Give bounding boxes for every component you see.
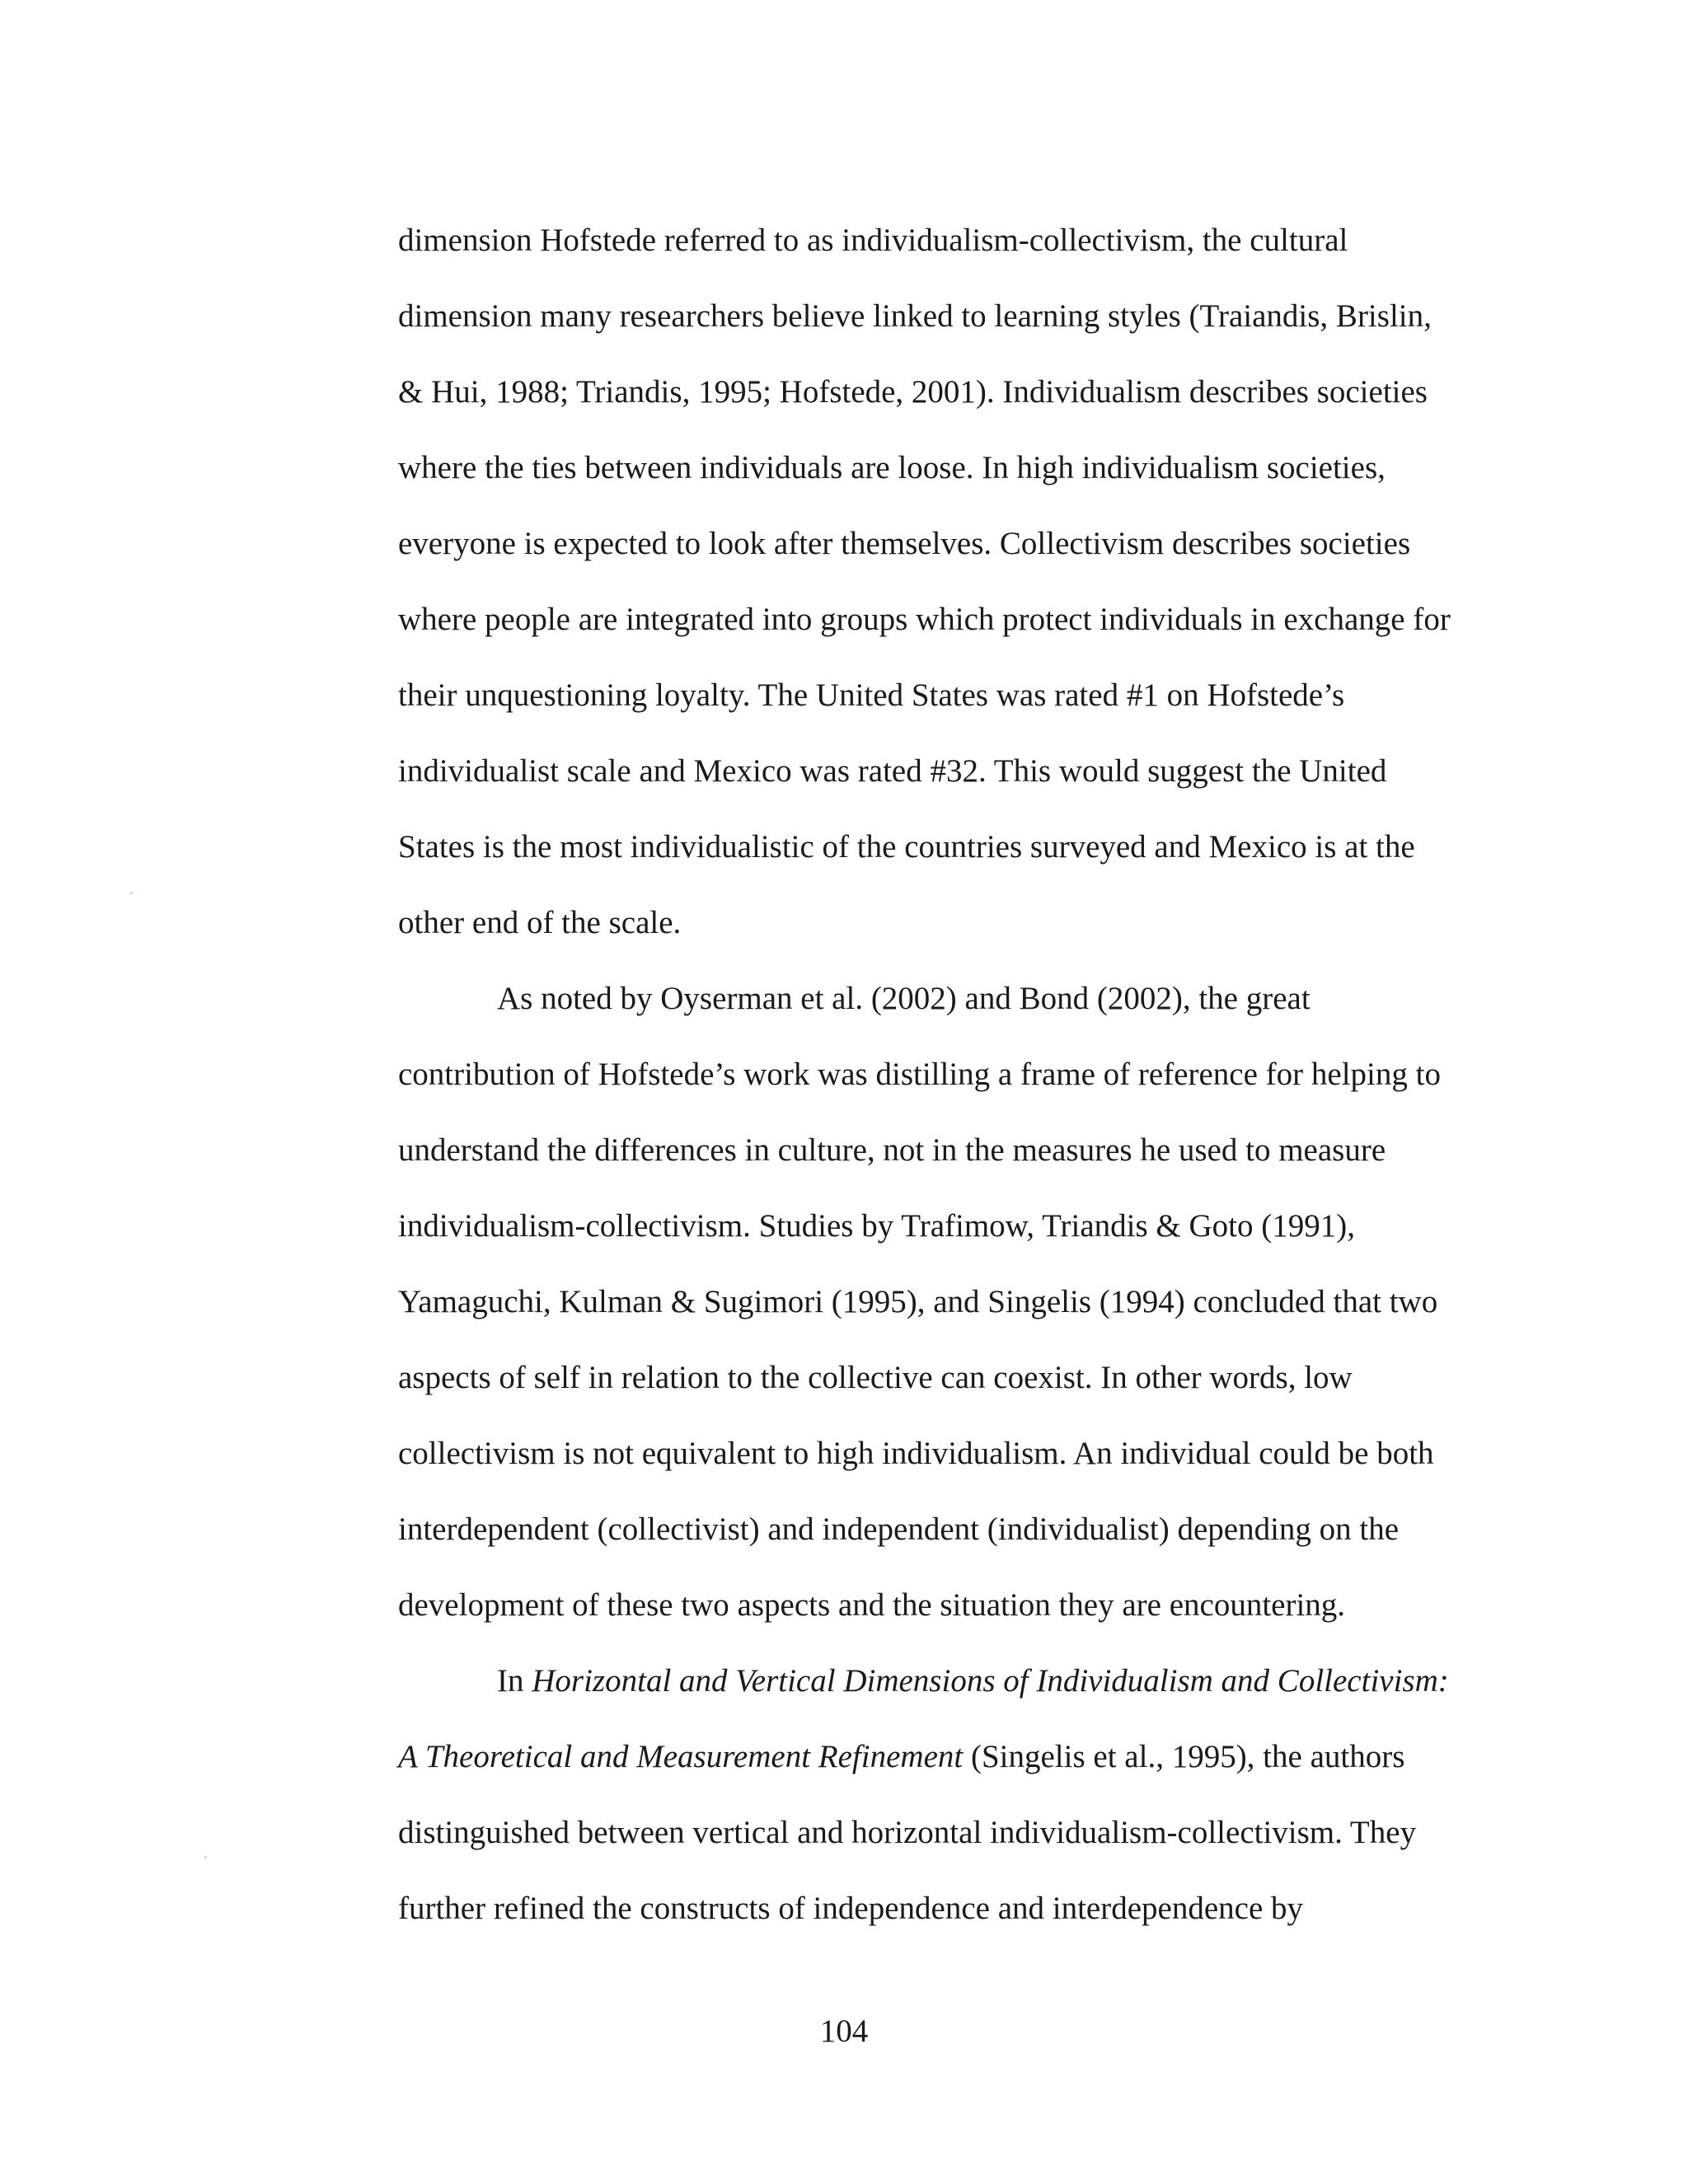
- text-line: where the ties between individuals are loose. In high individualism societies,: [398, 450, 1386, 485]
- scan-speck: [130, 892, 133, 894]
- text-line: where people are integrated into groups which protect individuals in exchange for: [398, 602, 1451, 637]
- book-title-italic: A Theoretical and Measurement Refinement: [398, 1739, 964, 1774]
- line-suffix: (Singelis et al., 1995), the authors: [963, 1739, 1405, 1774]
- text-line: & Hui, 1988; Triandis, 1995; Hofstede, 2001). Individualism describes societies: [398, 374, 1428, 410]
- text-line: other end of the scale.: [398, 905, 682, 940]
- paragraph-first-line: [497, 1657, 1449, 1706]
- line-prefix: In: [497, 1663, 532, 1699]
- text-line: aspects of self in relation to the collective can coexist. In other words, low: [398, 1360, 1353, 1395]
- text-line: dimension Hofstede referred to as individualism-collectivism, the cultural: [398, 223, 1348, 258]
- text-line: [398, 1732, 1404, 1782]
- text-line: dimension many researchers believe linked to learning styles (Traiandis, Brislin,: [398, 298, 1432, 334]
- text-line: their unquestioning loyalty. The United States was rated #1 on Hofstede’s: [398, 677, 1345, 713]
- text-line: development of these two aspects and the situation they are encountering.: [398, 1587, 1346, 1623]
- text-line: individualist scale and Mexico was rated #32. This would suggest the United: [398, 753, 1387, 789]
- text-line: everyone is expected to look after themselves. Collectivism describes societies: [398, 526, 1411, 561]
- text-line: contribution of Hofstede’s work was distilling a frame of reference for helping to: [398, 1057, 1441, 1092]
- page-number: 104: [819, 2013, 869, 2049]
- book-title-italic: Horizontal and Vertical Dimensions of Individualism and Collectivism:: [532, 1663, 1449, 1699]
- text-line: distinguished between vertical and horizontal individualism-collectivism. They: [398, 1815, 1417, 1850]
- scan-speck: [204, 1856, 207, 1858]
- text-line: individualism-collectivism. Studies by Trafimow, Triandis & Goto (1991),: [398, 1208, 1355, 1244]
- text-line: collectivism is not equivalent to high individualism. An individual could be both: [398, 1436, 1434, 1471]
- text-line: further refined the constructs of independence and interdependence by: [398, 1891, 1304, 1926]
- text-line: interdependent (collectivist) and independent (individualist) depending on the: [398, 1511, 1400, 1547]
- text-line: States is the most individualistic of the countries surveyed and Mexico is at the: [398, 829, 1415, 865]
- text-line: Yamaguchi, Kulman & Sugimori (1995), and Singelis (1994) concluded that two: [398, 1284, 1438, 1319]
- text-line: understand the differences in culture, not in the measures he used to measure: [398, 1132, 1386, 1168]
- paragraph-first-line: As noted by Oyserman et al. (2002) and Bond (2002), the great: [497, 981, 1311, 1016]
